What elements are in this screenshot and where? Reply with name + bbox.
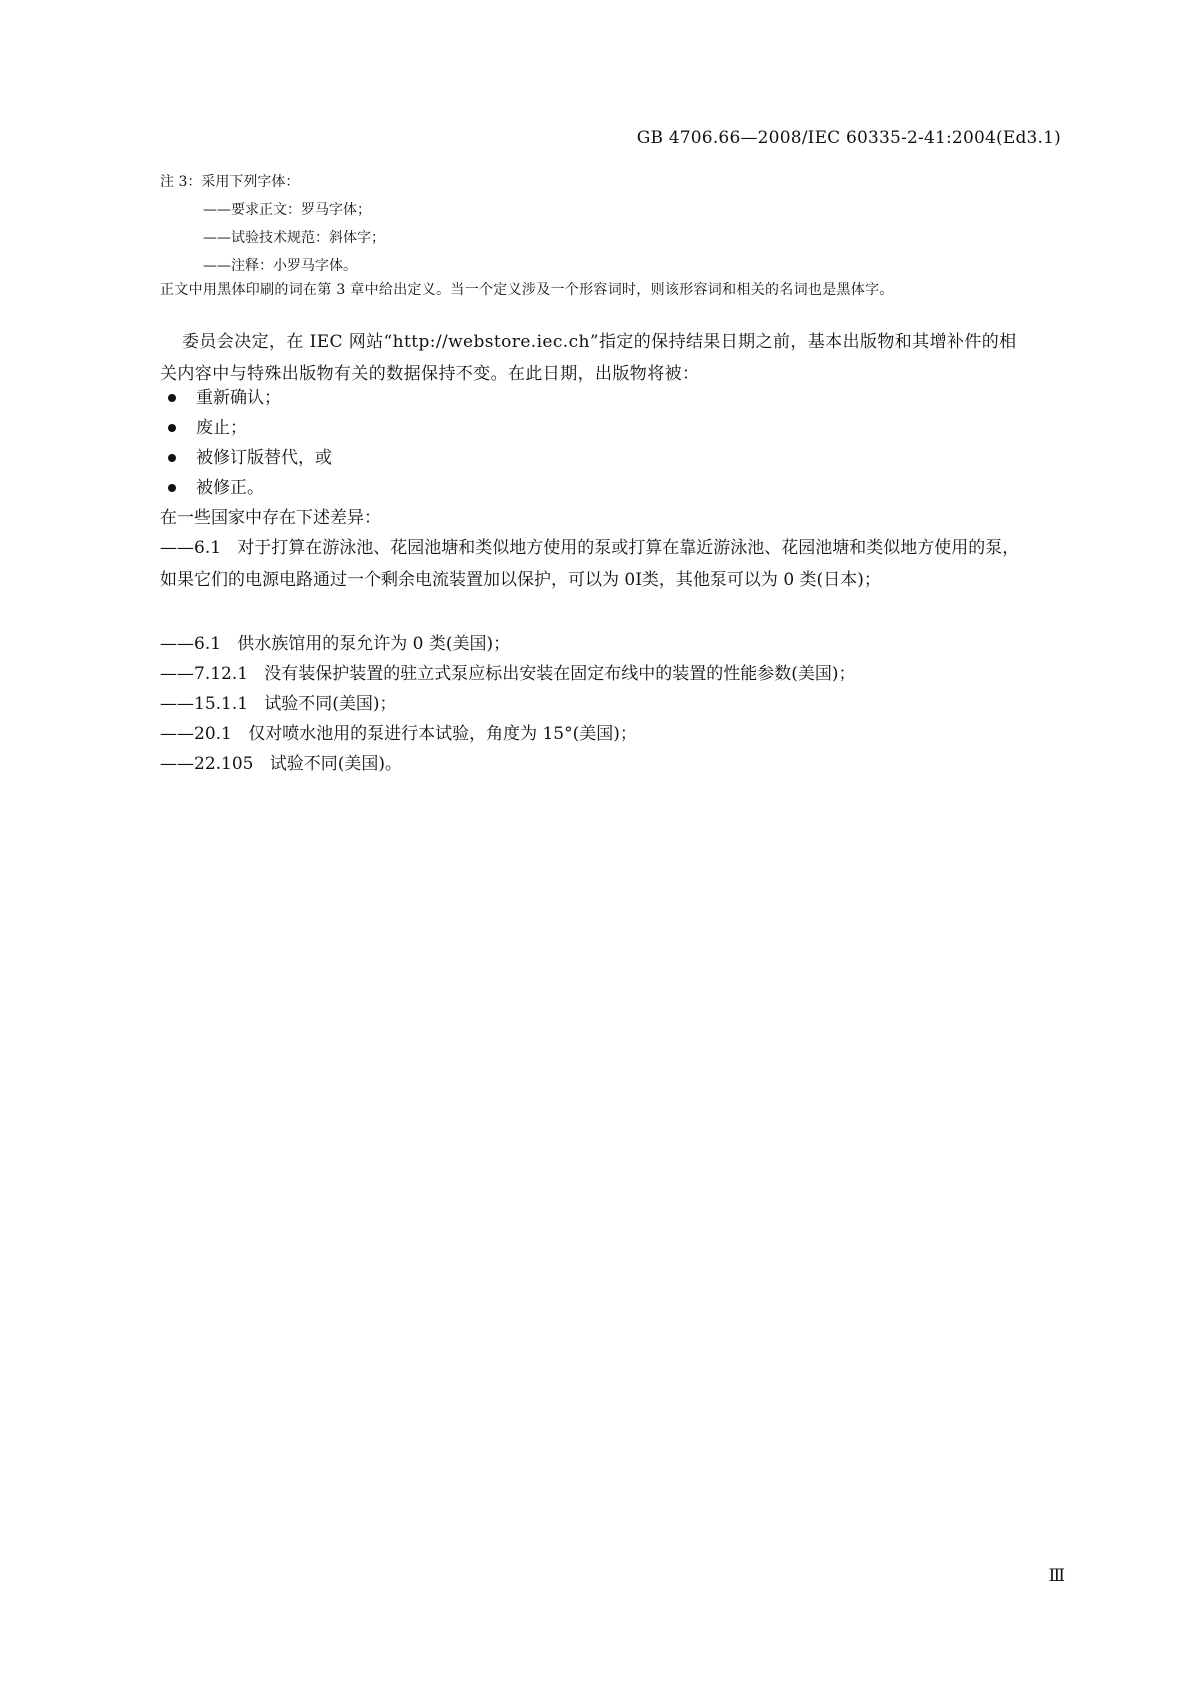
bullet-dot — [168, 454, 176, 462]
page-number: Ⅲ — [1048, 1566, 1065, 1586]
bullet-item: 废止； — [196, 418, 247, 438]
difference-item — [160, 532, 1036, 596]
document-header: GB 4706.66—2008/IEC 60335-2-41:2004(Ed3.1) — [636, 128, 1061, 148]
committee-paragraph: 委员会决定，在 IEC 网站“http://webstore.iec.ch”指定的保持结果日期之前，基本出版物和其增补件的相关内容中与特殊出版物有关的数据保持不变。在此日期，出版物将被： — [160, 332, 1017, 384]
difference-text: 仅对喷水池用的泵进行本试验，角度为 15°(美国)； — [248, 724, 637, 744]
differences-intro: 在一些国家中存在下述差异： — [160, 508, 381, 528]
difference-text: 试验不同(美国)； — [264, 694, 397, 714]
bullet-dot — [168, 424, 176, 432]
difference-number: ——6.1 — [160, 634, 222, 654]
difference-item — [160, 628, 510, 660]
bullet-dot — [168, 394, 176, 402]
difference-number: ——20.1 — [160, 724, 232, 744]
bullet-item: 被修正。 — [196, 478, 264, 498]
difference-item — [160, 748, 402, 780]
note-item: ——要求正文：罗马字体； — [203, 202, 371, 218]
bullet-dot — [168, 484, 176, 492]
difference-text: 对于打算在游泳池、花园池塘和类似地方使用的泵或打算在靠近游泳池、花园池塘和类似地方使用的泵，如果它们的电源电路通过一个剩余电流装置加以保护，可以为 0Ⅰ类，其他泵可以为 0 类(日本)； — [160, 538, 1020, 590]
difference-item — [160, 688, 397, 720]
bullet-item: 被修订版替代，或 — [196, 448, 332, 468]
bullet-item: 重新确认； — [196, 388, 281, 408]
note-item: ——注释：小罗马字体。 — [203, 258, 357, 274]
difference-item — [160, 658, 856, 690]
difference-item — [160, 718, 637, 750]
note-title: 注 3：采用下列字体： — [160, 174, 300, 190]
difference-number: ——7.12.1 — [160, 664, 249, 684]
difference-text: 试验不同(美国)。 — [269, 754, 402, 774]
difference-number: ——15.1.1 — [160, 694, 249, 714]
note-item: ——试验技术规范：斜体字； — [203, 230, 385, 246]
difference-text: 没有装保护装置的驻立式泵应标出安装在固定布线中的装置的性能参数(美国)； — [264, 664, 856, 684]
difference-number: ——6.1 — [160, 538, 222, 558]
difference-text: 供水族馆用的泵允许为 0 类(美国)； — [237, 634, 511, 654]
difference-number: ——22.105 — [160, 754, 254, 774]
bold-definition-note: 正文中用黑体印刷的词在第 3 章中给出定义。当一个定义涉及一个形容词时，则该形容词和相关的名词也是黑体字。 — [160, 282, 894, 298]
